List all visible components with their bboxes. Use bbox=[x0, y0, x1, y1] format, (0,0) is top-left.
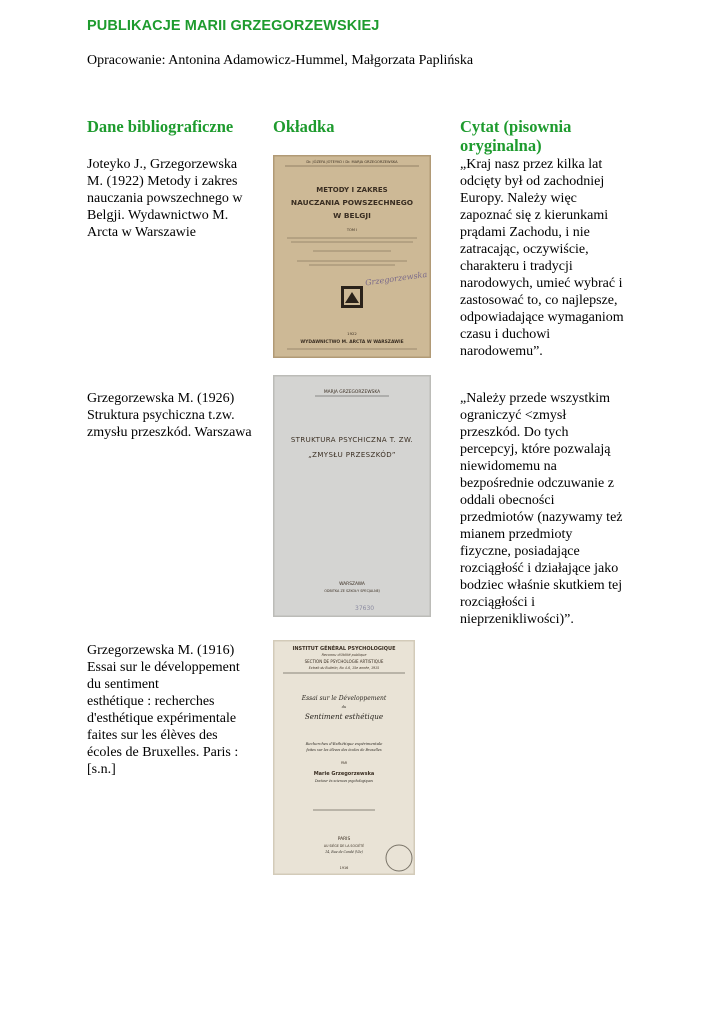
cover-3-bulletin: Extrait du Bulletin, No 4-6, 15e année, 1915 bbox=[308, 666, 380, 670]
entry-2-cover-image bbox=[273, 375, 431, 617]
cover-3-by: PAR bbox=[340, 761, 348, 765]
cover-3-title-line-3: Sentiment esthétique bbox=[304, 712, 384, 721]
document-title: PUBLIKACJE MARII GRZEGORZEWSKIEJ bbox=[87, 18, 380, 34]
cover-2-title-line-1: STRUKTURA PSYCHICZNA T. ZW. bbox=[290, 436, 414, 444]
document-authors: Opracowanie: Antonina Adamowicz-Hummel, Małgorzata Paplińska bbox=[87, 53, 474, 68]
entry-3-cover-image bbox=[273, 640, 415, 875]
cover-3-institute-sub: Reconnu d'Utilité publique bbox=[321, 653, 367, 657]
cover-3-title-line-1: Essai sur le Développement bbox=[301, 695, 387, 702]
column-header-cover: Okładka bbox=[273, 117, 335, 136]
entry-2-bibliography: Grzegorzewska M. (1926) Struktura psychiczna t.zw. zmysłu przeszkód. Warszawa bbox=[87, 391, 252, 440]
cover-2-author: MARJA GRZEGORZEWSKA bbox=[323, 390, 381, 395]
cover-3-subtitle-line-2: faites sur les élèves des écoles de Bruxelles bbox=[306, 748, 382, 752]
cover-3-institute: INSTITUT GÉNÉRAL PSYCHOLOGIQUE bbox=[292, 646, 396, 652]
cover-1-header: Dr. JÓZEFA JOTEYKO i Dr. MARJA GRZEGORZEWSKA bbox=[306, 160, 398, 164]
cover-2-city: WARSZAWA bbox=[339, 582, 365, 587]
entry-1-cover-image bbox=[273, 155, 431, 358]
entry-3-bibliography: Grzegorzewska M. (1916) Essai sur le développement du sentiment esthétique : recherches d'esthétique expérimentale faites sur les élèves des écoles de Bruxelles. Paris : [s.n.] bbox=[87, 643, 240, 777]
cover-1-title-line-3: W BELGJI bbox=[333, 211, 371, 220]
cover-2-title-line-2: „ZMYSŁU PRZESZKÓD” bbox=[308, 451, 396, 459]
cover-1-title-line-2: NAUCZANIA POWSZECHNEGO bbox=[290, 198, 414, 207]
cover-1-handwriting: Grzegorzewska bbox=[364, 269, 428, 288]
entry-1-quote: „Kraj nasz przez kilka lat odcięty był od zachodniej Europy. Należy więc zapoznać się z kierunkami prądami Zachodu, i nie zatracając, oczywiście, charakteru i tradycji narodowych, umieć wybrać i zastosować to, co najlepsze, odpowiadające wymaganiom czasu i duchowi narodowemu”. bbox=[460, 157, 624, 359]
cover-3-address-line-2: 14, Rue de Condé (VIe) bbox=[325, 850, 363, 854]
entry-1-bibliography: Joteyko J., Grzegorzewska M. (1922) Metody i zakres nauczania powszechnego w Belgji. Wydawnictwo M. Arcta w Warszawie bbox=[87, 157, 243, 240]
cover-3-section: SECTION DE PSYCHOLOGIE ARTISTIQUE bbox=[304, 659, 384, 664]
cover-1-volume: TOM I bbox=[346, 228, 358, 232]
cover-1-title-line-1: METODY I ZAKRES bbox=[316, 186, 388, 194]
cover-3-author-title: Docteur ès sciences psychologiques bbox=[314, 779, 374, 783]
column-header-quote: Cytat (pisownia oryginalna) bbox=[460, 117, 572, 155]
entry-2-quote: „Należy przede wszystkim ograniczyć <zmysł przeszkód. Do tych percepcyj, które pozwalają niewidomemu na bezpośrednie odczuwanie z oddali obecności przedmiotów (nazywamy też mianem przedmioty fizyczne, posiadające rozciągłość i działające jako bodziec właśnie skutkiem tej rozciągłości i nieprzenikliwości)”. bbox=[460, 391, 623, 627]
cover-3-city: PARIS bbox=[337, 837, 351, 842]
cover-1-publisher: WYDAWNICTWO M. ARCTA W WARSZAWIE bbox=[300, 340, 404, 345]
cover-2-printer: ODBITKA ZE SZKOŁY SPECJALNEJ bbox=[324, 589, 380, 593]
column-header-bibliography: Dane bibliograficzne bbox=[87, 117, 234, 136]
cover-3-author: Marie Grzegorzewska bbox=[313, 771, 375, 777]
cover-1-year: 1922 bbox=[347, 331, 357, 336]
cover-3-year: 1916 bbox=[339, 866, 349, 870]
cover-2-stamp: 37630 bbox=[355, 605, 375, 612]
cover-3-title-line-2: du bbox=[341, 705, 347, 709]
cover-3-subtitle-line-1: Recherches d'Esthétique expérimentale bbox=[305, 741, 383, 746]
cover-3-address-line-1: AU SIÈGE DE LA SOCIÉTÉ bbox=[323, 844, 365, 848]
